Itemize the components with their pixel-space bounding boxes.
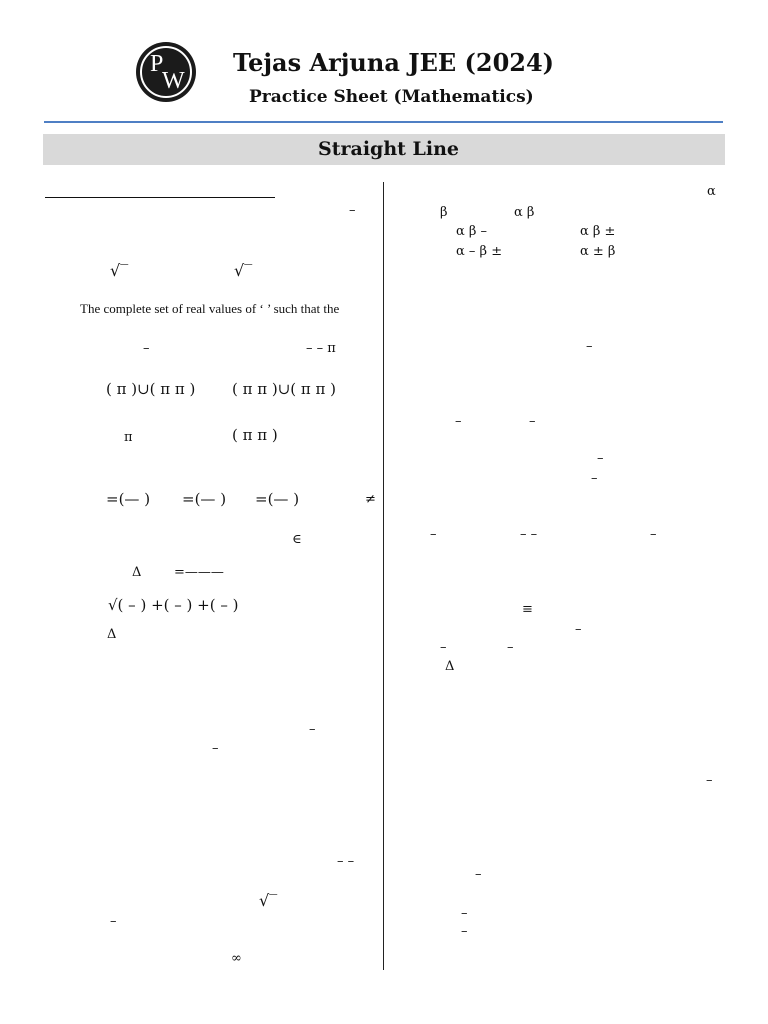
math-minus: – bbox=[430, 527, 437, 542]
math-alpha-beta: α β bbox=[514, 205, 535, 220]
math-minus: – bbox=[586, 339, 593, 354]
math-sqrt: √‾ bbox=[234, 261, 253, 280]
column-divider bbox=[383, 182, 384, 970]
option-b: α β ± bbox=[580, 224, 616, 239]
math-minus: – – bbox=[337, 854, 355, 869]
math-minus: – – bbox=[520, 527, 538, 542]
math-minus: – bbox=[143, 341, 150, 356]
interval-option-1: ( π )∪( π π ) bbox=[106, 380, 196, 398]
interval-option-4: ( π π ) bbox=[232, 426, 278, 444]
math-minus: – bbox=[475, 867, 482, 882]
math-root-expression: √( – ) +( – ) +( – ) bbox=[108, 596, 239, 614]
math-minus: – bbox=[591, 471, 598, 486]
math-infinity: ∞ bbox=[231, 951, 242, 966]
math-minus: – bbox=[507, 640, 514, 655]
document-subtitle: Practice Sheet (Mathematics) bbox=[249, 87, 534, 107]
question-underline bbox=[45, 197, 275, 198]
section-band bbox=[43, 134, 725, 165]
math-sqrt: √‾ bbox=[110, 261, 129, 280]
math-minus: – bbox=[455, 414, 462, 429]
option-a: α β – bbox=[456, 224, 488, 239]
math-delta: Δ bbox=[132, 565, 142, 580]
document-title: Tejas Arjuna JEE (2024) bbox=[233, 48, 555, 77]
math-minus: – bbox=[212, 741, 219, 756]
math-minus: – bbox=[349, 203, 356, 218]
math-minus: – bbox=[110, 914, 117, 929]
math-delta: Δ bbox=[445, 659, 455, 674]
math-minus: – bbox=[597, 451, 604, 466]
math-minus: – bbox=[575, 622, 582, 637]
point-option-3: =(— ) bbox=[255, 490, 300, 508]
math-minus: – bbox=[529, 414, 536, 429]
interval-option-2: ( π π )∪( π π ) bbox=[232, 380, 337, 398]
option-c: α – β ± bbox=[456, 244, 503, 259]
pw-logo bbox=[136, 42, 196, 102]
math-minus: – bbox=[309, 722, 316, 737]
math-delta: Δ bbox=[107, 627, 117, 642]
math-minus: – bbox=[461, 924, 468, 939]
math-equals-fraction: =——— bbox=[174, 565, 224, 580]
math-beta: β bbox=[440, 205, 448, 220]
math-minus: – bbox=[650, 527, 657, 542]
math-identical: ≡ bbox=[522, 602, 533, 617]
logo-letter-w: W bbox=[162, 68, 185, 94]
point-option-1: =(— ) bbox=[106, 490, 151, 508]
math-sqrt: √‾ bbox=[259, 891, 278, 910]
math-expression: – – π bbox=[306, 341, 336, 356]
math-element-of: ∈ bbox=[292, 532, 302, 547]
logo-letter-p: P bbox=[150, 51, 164, 77]
question-text: The complete set of real values of ‘ ’ such that the bbox=[80, 301, 340, 316]
math-minus: – bbox=[461, 906, 468, 921]
math-not-equal: ≠ bbox=[365, 492, 376, 507]
option-d: α ± β bbox=[580, 244, 616, 259]
math-minus: – bbox=[706, 773, 713, 788]
math-minus: – bbox=[440, 640, 447, 655]
math-alpha: α bbox=[707, 184, 716, 199]
section-title: Straight Line bbox=[318, 138, 460, 160]
math-pi: π bbox=[124, 430, 133, 445]
point-option-2: =(— ) bbox=[182, 490, 227, 508]
header-rule bbox=[44, 121, 723, 123]
